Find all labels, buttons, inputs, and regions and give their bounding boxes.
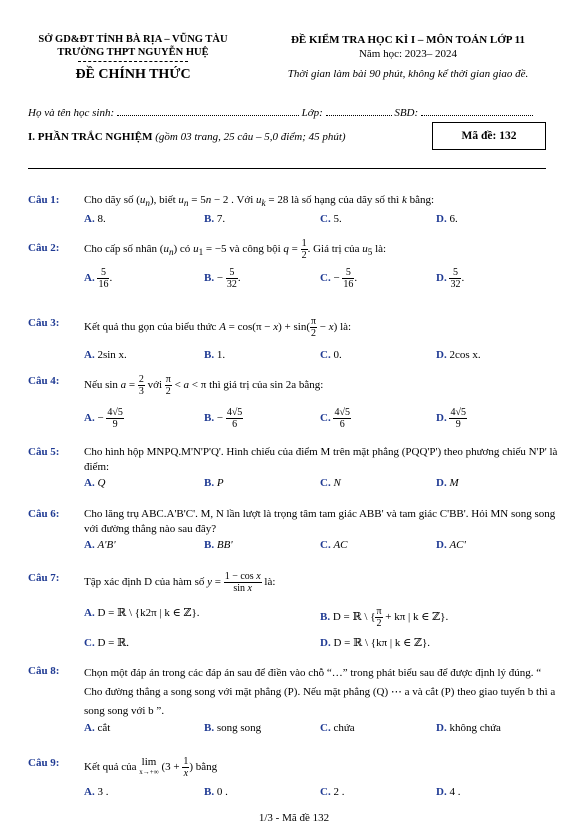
option-a[interactable]: A. 8. bbox=[84, 213, 106, 226]
question-3 bbox=[28, 316, 558, 364]
header-right bbox=[258, 33, 558, 81]
option-a[interactable]: A. A'B' bbox=[84, 539, 116, 551]
question-stem: Kết quả của lim x→+∞ (3 + $\frac{1}{x}$ ) bằng bbox=[84, 756, 218, 779]
section-detail: (gồm 03 trang, 25 câu – 5,0 điểm; 45 phút) bbox=[155, 131, 346, 143]
option-b[interactable]: B. BB' bbox=[204, 539, 233, 551]
question-9 bbox=[28, 756, 558, 801]
option-a[interactable]: A. $\frac{5}{16}$ . bbox=[84, 267, 113, 290]
option-d[interactable]: D. không chứa bbox=[436, 722, 501, 734]
option-c[interactable]: C. 0. bbox=[320, 349, 342, 361]
option-a[interactable]: A. 2sin x. bbox=[84, 349, 127, 361]
question-label: Câu 7: bbox=[28, 572, 60, 584]
section-heading bbox=[28, 131, 346, 143]
page-footer: 1/3 - Mã đề 132 bbox=[258, 812, 330, 824]
option-c[interactable]: C. AC bbox=[320, 539, 348, 551]
name-blank[interactable] bbox=[117, 106, 299, 116]
option-b[interactable]: B. − $\frac{4√5}{6}$ bbox=[204, 407, 243, 430]
option-d[interactable]: D. 4 . bbox=[436, 786, 461, 798]
option-c[interactable]: C. D = ℝ. bbox=[84, 637, 129, 649]
option-a[interactable]: A. Q bbox=[84, 477, 106, 489]
question-5 bbox=[28, 445, 558, 492]
question-stem: Cho hình hộp MNPQ.M'N'P'Q'. Hình chiếu của điểm M trên mặt phẳng (PQQ'P') theo phương chiếu N'P' là điểm: bbox=[84, 446, 558, 473]
option-d[interactable]: D. D = ℝ \ {kπ | k ∈ ℤ}. bbox=[320, 637, 431, 649]
option-b[interactable]: B. − $\frac{5}{32}$ . bbox=[204, 267, 241, 290]
question-stem: Chọn một đáp án trong các đáp án sau để điền vào chỗ “…” trong phát biểu sau để được định lý đúng. “ Cho đường thẳng a song song với mặt phẳng (P). Nếu mặt phẳng (Q) ⋯ a và cắt (P) theo giao tuyến b thì a song song với b ”. bbox=[84, 667, 556, 717]
option-a[interactable]: A. 3 . bbox=[84, 786, 109, 798]
question-label: Câu 5: bbox=[28, 446, 60, 458]
question-4 bbox=[28, 374, 558, 431]
sbd-label: SBD: bbox=[394, 107, 419, 119]
option-a[interactable]: A. − $\frac{4√5}{9}$ bbox=[84, 407, 123, 430]
question-7 bbox=[28, 571, 558, 652]
header-divider bbox=[78, 61, 188, 62]
option-a[interactable]: A. cắt bbox=[84, 722, 111, 734]
option-b[interactable]: B. 1. bbox=[204, 349, 226, 361]
question-stem: Tập xác định D của hàm số y = $\frac{\text{1 − cos x}}{\text{sin x}}$ là: bbox=[84, 571, 276, 594]
option-c[interactable]: C. 2 . bbox=[320, 786, 345, 798]
school-year: Năm học: 2023– 2024 bbox=[358, 48, 458, 60]
option-b[interactable]: B. D = ℝ \ { $\frac{\pi}{2}$ + kπ | k ∈ ℤ}. bbox=[320, 606, 449, 629]
question-stem: Cho dãy số $(u_n)$, biết $u_n = 5n - 2$ . Với $u_k = 28$ là số hạng của dãy số thì k bằng: bbox=[84, 194, 435, 209]
question-label: Câu 6: bbox=[28, 508, 60, 520]
option-c[interactable]: C. 5. bbox=[320, 213, 342, 226]
section-title: I. PHẦN TRẮC NGHIỆM bbox=[28, 131, 153, 143]
exam-code-box: Mã đề: 132 bbox=[432, 122, 546, 150]
question-label: Câu 9: bbox=[28, 757, 60, 769]
option-d[interactable]: D. $\frac{4√5}{9}$ bbox=[436, 407, 466, 430]
option-c[interactable]: C. − $\frac{5}{16}$ . bbox=[320, 267, 358, 290]
sbd-blank[interactable] bbox=[421, 106, 533, 116]
class-blank[interactable] bbox=[326, 106, 392, 116]
option-c[interactable]: C. N bbox=[320, 477, 341, 489]
option-c[interactable]: C. $\frac{4√5}{6}$ bbox=[320, 407, 350, 430]
exam-title: ĐỀ KIỂM TRA HỌC KÌ I – MÔN TOÁN LỚP 11 bbox=[290, 34, 526, 46]
option-b[interactable]: B. song song bbox=[204, 722, 262, 734]
section-rule bbox=[28, 168, 546, 169]
question-label: Câu 4: bbox=[28, 375, 60, 387]
question-6 bbox=[28, 507, 558, 554]
question-8 bbox=[28, 664, 558, 737]
option-b[interactable]: B. 0 . bbox=[204, 786, 228, 798]
question-stem: Cho cấp số nhân $(u_n)$ có $u_1 = -5$ và công bội q = $\frac{1}{2}$ . Giá trị của $u_5$ là: bbox=[84, 238, 387, 261]
question-label: Câu 8: bbox=[28, 665, 60, 677]
dept-name: SỞ GD&ĐT TỈNH BÀ RỊA – VŨNG TÀU bbox=[38, 34, 228, 45]
time-note: Thời gian làm bài 90 phút, không kể thời gian giao đề. bbox=[287, 68, 529, 80]
option-d[interactable]: D. M bbox=[436, 477, 459, 489]
question-2 bbox=[28, 238, 558, 289]
official-label: ĐỀ CHÍNH THỨC bbox=[75, 67, 191, 82]
option-a[interactable]: A. D = ℝ \ {k2π | k ∈ ℤ}. bbox=[84, 607, 200, 619]
student-info-line bbox=[28, 106, 558, 119]
option-c[interactable]: C. chứa bbox=[320, 722, 355, 734]
question-stem: Cho lăng trụ ABC.A'B'C'. M, N lần lượt là trọng tâm tam giác ABB' và tam giác C'BB'. Hỏi MN song song với đường thẳng nào sau đây? bbox=[84, 508, 556, 535]
question-stem: Kết quả thu gọn của biểu thức A = cos(π − x) + sin( $\frac{\pi}{2}$ − x) là: bbox=[84, 316, 352, 339]
name-label: Họ và tên học sinh: bbox=[28, 107, 115, 119]
question-label: Câu 3: bbox=[28, 317, 60, 329]
school-name: TRƯỜNG THPT NGUYỄN HUỆ bbox=[57, 47, 209, 58]
option-d[interactable]: D. 2cos x. bbox=[436, 349, 481, 361]
option-d[interactable]: D. AC' bbox=[436, 539, 466, 551]
option-b[interactable]: B. P bbox=[204, 477, 224, 489]
fraction: $\frac{1}{2}$ bbox=[301, 238, 307, 261]
option-d[interactable]: D. $\frac{5}{32}$ . bbox=[436, 267, 465, 290]
option-d[interactable]: D. 6. bbox=[436, 213, 458, 226]
option-b[interactable]: B. 7. bbox=[204, 213, 226, 226]
question-stem: Nếu sin a = $\frac{2}{3}$ với $\frac{\pi}{2}$ < a < π thì giá trị của sin 2a bằng: bbox=[84, 374, 324, 397]
question-label: Câu 2: bbox=[28, 242, 60, 254]
header-left bbox=[28, 33, 238, 81]
question-label: Câu 1: bbox=[28, 194, 60, 206]
question-1 bbox=[28, 193, 558, 228]
class-label: Lớp: bbox=[301, 107, 323, 119]
